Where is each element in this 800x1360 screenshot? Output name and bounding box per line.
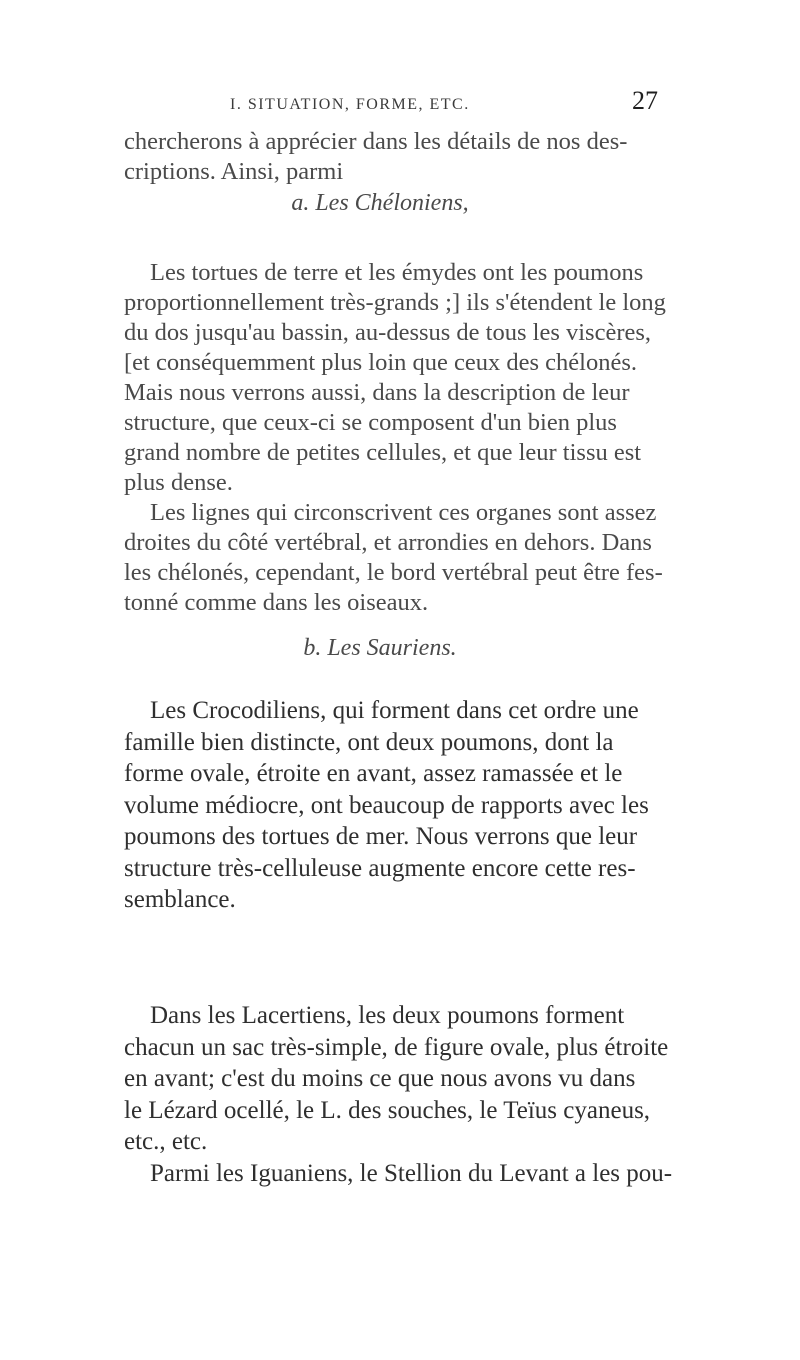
section-title: Les Chéloniens, [315,190,469,216]
text-line: Mais nous verrons aussi, dans la description de leur [124,379,630,406]
paragraph-cheloniens [124,258,714,618]
text-line: famille bien distincte, ont deux poumons, dont la [124,728,614,756]
text-line: [et conséquemment plus loin que ceux des chélonés. [124,349,637,376]
text-line: Les tortues de terre et les émydes ont les poumons [150,259,644,286]
text-line: poumons des tortues de mer. Nous verrons que leur [124,823,638,850]
text-line: forme ovale, étroite en avant, assez ramassée et le [124,760,623,787]
text-line: grand nombre de petites cellules, et que leur tissu est [124,439,642,466]
text-line: en avant; c'est du moins ce que nous avons vu dans [124,1065,636,1092]
text-line: volume médiocre, ont beaucoup de rapports avec les [124,791,649,819]
text-line: structure, que ceux-ci se composent d'un bien plus [124,409,617,436]
text-line: droites du côté vertébral, et arrondies en dehors. Dans [124,529,652,556]
intro-paragraph [124,127,714,187]
section-heading-cheloniens [0,190,780,217]
text-line: criptions. Ainsi, parmi [124,158,344,185]
text-line: chacun un sac très-simple, de figure ovale, plus étroite [124,1033,669,1061]
text-line: du dos jusqu'au bassin, au-dessus de tous les viscères, [124,319,652,346]
text-line: structure très-celluleuse augmente encore cette res- [124,854,636,882]
text-line: Parmi les Iguaniens, le Stellion du Levant a les pou- [150,1159,673,1187]
text-line: semblance. [124,886,236,913]
text-line: chercherons à apprécier dans les détails de nos des- [124,128,628,155]
text-line: proportionnellement très-grands ;] ils s'étendent le long [124,289,666,316]
text-line: tonné comme dans les oiseaux. [124,589,429,616]
running-head: I. SITUATION, FORME, ETC. [230,96,470,113]
text-line: Les Crocodiliens, qui forment dans cet ordre une [150,697,639,724]
paragraph-lacertiens [124,1000,714,1189]
section-letter: a. [291,190,310,216]
paragraph-crocodiliens [124,695,714,916]
text-line: Dans les Lacertiens, les deux poumons forment [150,1002,625,1029]
section-letter: b. [303,635,322,661]
text-line: le Lézard ocellé, le L. des souches, le Teïus cyaneus, [124,1096,651,1124]
section-heading-sauriens [0,635,780,662]
text-line: etc., etc. [124,1128,208,1155]
text-line: plus dense. [124,469,233,496]
section-title: Les Sauriens. [327,635,457,661]
text-line: Les lignes qui circonscrivent ces organes sont assez [150,499,657,526]
page-number: 27 [632,86,658,115]
text-line: les chélonés, cependant, le bord vertébral peut être fes- [124,559,663,586]
